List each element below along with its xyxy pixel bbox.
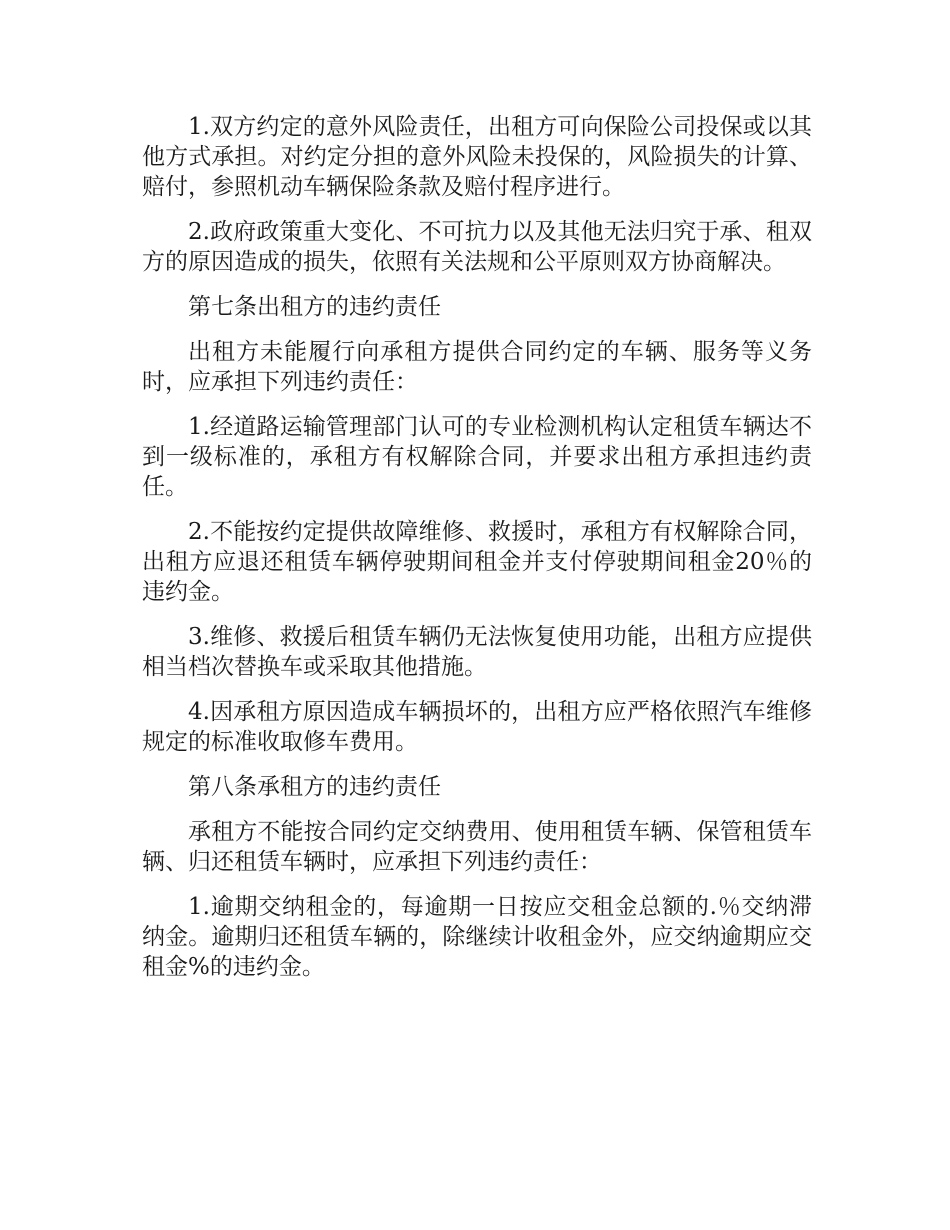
paragraph-lessee-intro: 承租方不能按合同约定交纳费用、使用租赁车辆、保管租赁车辆、归还租赁车辆时，应承担下列违约责任： bbox=[142, 819, 812, 875]
paragraph-force-majeure: 2.政府政策重大变化、不可抗力以及其他无法归究于承、租双方的原因造成的损失，依照有关法规和公平原则双方协商解决。 bbox=[142, 219, 812, 275]
heading-article-8: 第八条承租方的违约责任 bbox=[188, 774, 441, 800]
paragraph-insurance-risk: 1.双方约定的意外风险责任，出租方可向保险公司投保或以其他方式承担。对约定分担的意外风险未投保的，风险损失的计算、赔付，参照机动车辆保险条款及赔付程序进行。 bbox=[142, 114, 812, 200]
paragraph-lessor-intro: 出租方未能履行向承租方提供合同约定的车辆、服务等义务时，应承担下列违约责任： bbox=[142, 339, 812, 395]
paragraph-lessee-item-1: 1.逾期交纳租金的，每逾期一日按应交租金总额的.％交纳滞纳金。逾期归还租赁车辆的，除继续计收租金外，应交纳逾期应交租金%的违约金。 bbox=[142, 894, 812, 980]
paragraph-lessor-item-4: 4.因承租方原因造成车辆损坏的，出租方应严格依照汽车维修规定的标准收取修车费用。 bbox=[142, 699, 812, 755]
heading-article-7: 第七条出租方的违约责任 bbox=[188, 294, 441, 320]
document-body bbox=[142, 112, 812, 997]
paragraph-lessor-item-3: 3.维修、救援后租赁车辆仍无法恢复使用功能，出租方应提供相当档次替换车或采取其他措施。 bbox=[142, 624, 812, 680]
paragraph-lessor-item-2: 2.不能按约定提供故障维修、救援时，承租方有权解除合同，出租方应退还租赁车辆停驶期间租金并支付停驶期间租金20％的违约金。 bbox=[142, 519, 812, 605]
paragraph-lessor-item-1: 1.经道路运输管理部门认可的专业检测机构认定租赁车辆达不到一级标准的，承租方有权解除合同，并要求出租方承担违约责任。 bbox=[142, 414, 812, 500]
